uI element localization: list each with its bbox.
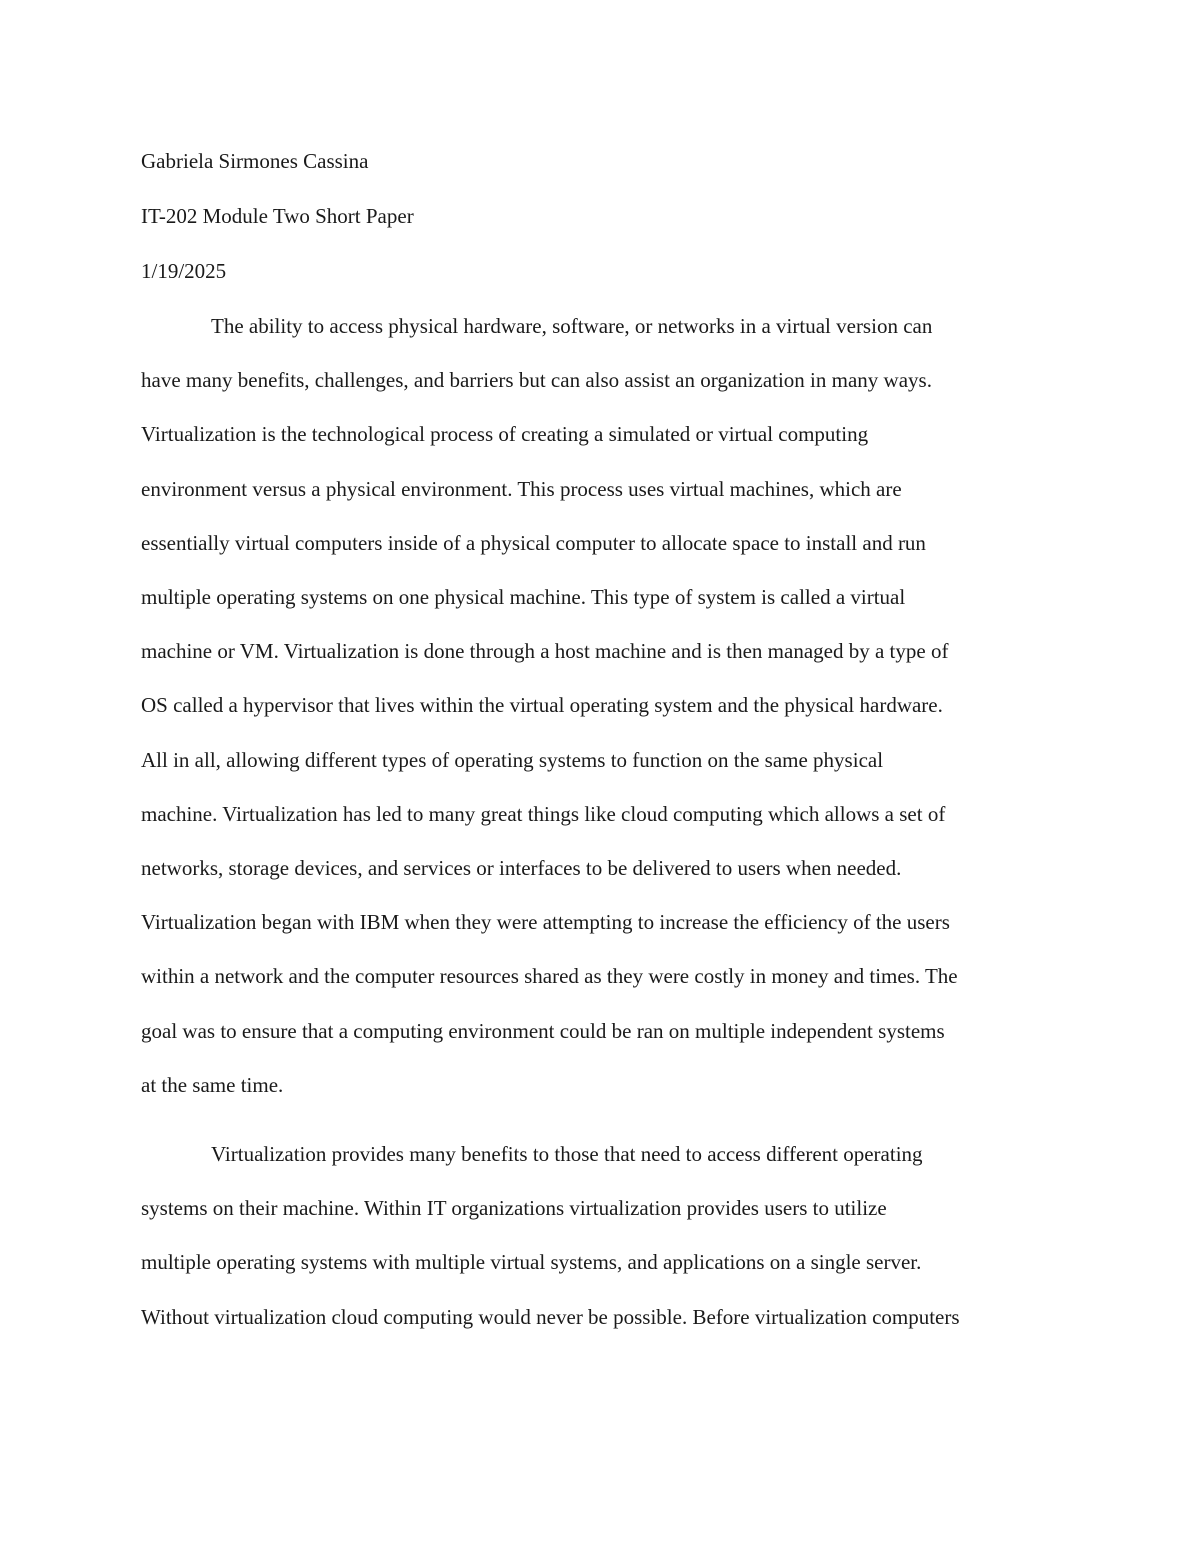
course-title: IT-202 Module Two Short Paper (141, 204, 414, 228)
text-line: machine or VM. Virtualization is done through a host machine and is then managed by a type of (141, 639, 949, 664)
text-line: OS called a hypervisor that lives within the virtual operating system and the physical hardware. (141, 693, 943, 718)
author-name: Gabriela Sirmones Cassina (141, 149, 369, 173)
paragraph-1 (141, 299, 1061, 1112)
text-line: Virtualization is the technological process of creating a simulated or virtual computing (141, 422, 869, 447)
paragraph-2 (141, 1127, 1061, 1344)
document-date: 1/19/2025 (141, 259, 227, 283)
text-line: Virtualization provides many benefits to those that need to access different operating (211, 1142, 923, 1167)
text-line: multiple operating systems with multiple virtual systems, and applications on a single server. (141, 1250, 922, 1275)
text-line: at the same time. (141, 1072, 284, 1097)
document-body (141, 141, 1061, 1344)
text-line: networks, storage devices, and services or interfaces to be delivered to users when needed. (141, 856, 902, 881)
text-line: essentially virtual computers inside of a physical computer to allocate space to install and run (141, 530, 926, 555)
text-line: systems on their machine. Within IT organizations virtualization provides users to utilize (141, 1196, 887, 1221)
text-line: All in all, allowing different types of operating systems to function on the same physical (141, 747, 884, 772)
text-line: multiple operating systems on one physical machine. This type of system is called a virtual (141, 585, 906, 610)
text-line: environment versus a physical environment. This process uses virtual machines, which are (141, 476, 902, 501)
text-line: within a network and the computer resources shared as they were costly in money and times. The (141, 964, 958, 989)
text-line: Virtualization began with IBM when they were attempting to increase the efficiency of the users (141, 910, 950, 935)
text-line: goal was to ensure that a computing environment could be ran on multiple independent systems (141, 1018, 945, 1043)
text-line: have many benefits, challenges, and barriers but can also assist an organization in many ways. (141, 368, 932, 393)
text-line: The ability to access physical hardware, software, or networks in a virtual version can (211, 314, 933, 338)
text-line: machine. Virtualization has led to many great things like cloud computing which allows a set of (141, 801, 946, 826)
text-line: Without virtualization cloud computing would never be possible. Before virtualization computers (141, 1304, 960, 1329)
